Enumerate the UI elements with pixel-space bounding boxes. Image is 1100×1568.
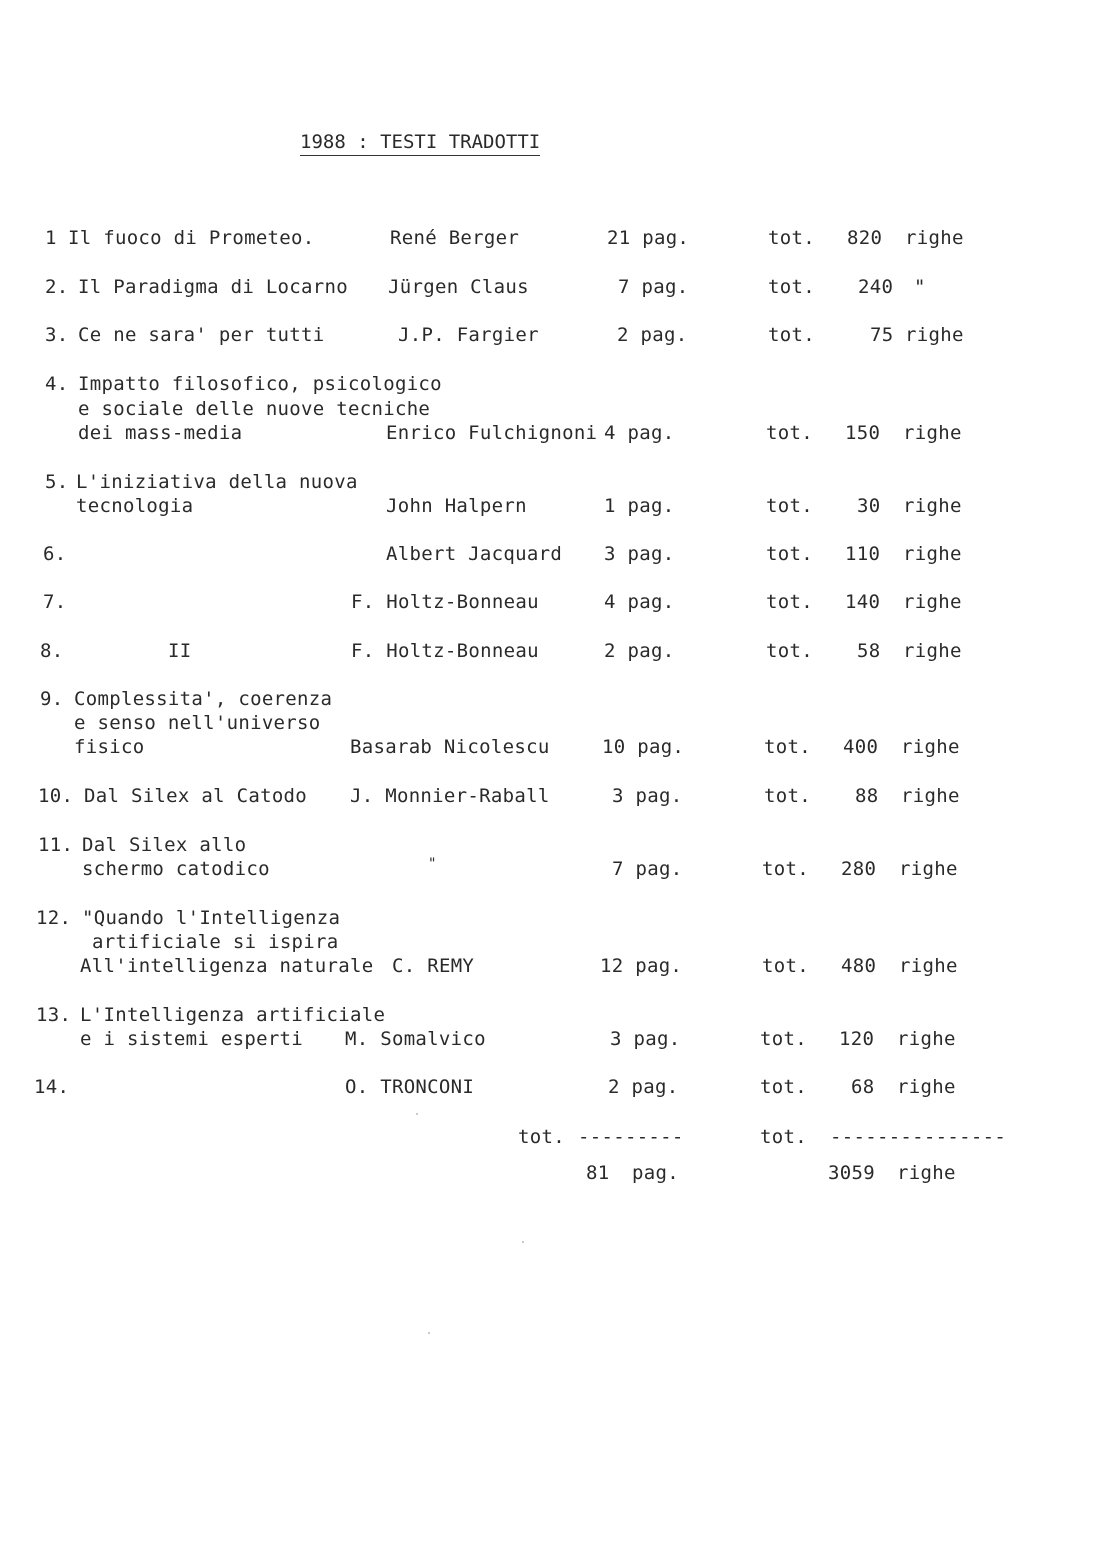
entry-unit: righe	[899, 955, 958, 977]
entry-author: Basarab Nicolescu	[350, 736, 550, 758]
entry-pages: 7 pag.	[612, 858, 683, 880]
entry-tot: tot.	[766, 591, 813, 613]
entry-count: 58	[857, 640, 881, 662]
page-title: 1988 : TESTI TRADOTTI	[300, 130, 540, 156]
entry-tot: tot.	[766, 422, 813, 444]
entry-count: 30	[857, 495, 881, 517]
entry-title: e i sistemi esperti	[80, 1028, 304, 1050]
entry-title: II	[168, 640, 192, 662]
entry-number: 9.	[40, 688, 64, 710]
entry-number: 12.	[36, 907, 72, 929]
entry-author: J. Monnier-Raball	[350, 785, 550, 807]
entry-tot: tot.	[768, 324, 815, 346]
entry-number: 4.	[45, 373, 69, 395]
entry-author: René Berger	[390, 227, 520, 249]
entry-tot: tot.	[762, 858, 809, 880]
entry-author: Enrico Fulchignoni	[386, 422, 598, 444]
entry-tot: tot.	[768, 227, 815, 249]
entry-author: F. Holtz-Bonneau	[351, 591, 539, 613]
entry-count: 75	[870, 324, 894, 346]
entry-count: 240	[858, 276, 894, 298]
entry-pages: 2 pag.	[608, 1076, 679, 1098]
entry-pages: 1 pag.	[604, 495, 675, 517]
total-lines-rule: ---------------	[830, 1126, 1007, 1148]
entry-unit: righe	[905, 227, 964, 249]
entry-unit: righe	[899, 858, 958, 880]
entry-title: All'intelligenza naturale	[80, 955, 374, 977]
entry-unit: righe	[897, 1076, 956, 1098]
entry-tot: tot.	[760, 1076, 807, 1098]
entry-tot: tot.	[766, 543, 813, 565]
total-pages-rule: ---------	[578, 1126, 684, 1148]
entry-title: Dal Silex allo	[82, 834, 247, 856]
entry-pages: 4 pag.	[604, 422, 675, 444]
entry-count: 120	[839, 1028, 875, 1050]
entry-tot: tot.	[762, 955, 809, 977]
entry-number: 13.	[36, 1004, 72, 1026]
entry-pages: 3 pag.	[610, 1028, 681, 1050]
entry-pages: 10 pag.	[602, 736, 685, 758]
entry-number: 5.	[45, 471, 69, 493]
entry-title: Ce ne sara' per tutti	[78, 324, 325, 346]
entry-count: 820	[847, 227, 883, 249]
scan-speck	[416, 1113, 418, 1115]
entry-number: 3.	[45, 324, 69, 346]
entry-author: J.P. Fargier	[398, 324, 539, 346]
entry-unit: righe	[901, 736, 960, 758]
entry-count: 400	[843, 736, 879, 758]
entry-title: schermo catodico	[82, 858, 270, 880]
entry-title: artificiale si ispira	[92, 931, 339, 953]
entry-title: tecnologia	[76, 495, 194, 517]
entry-tot: tot.	[764, 785, 811, 807]
entry-unit: righe	[903, 495, 962, 517]
entry-author: C. REMY	[392, 955, 475, 977]
entry-number: 11.	[38, 834, 74, 856]
entry-title: Impatto filosofico, psicologico	[78, 373, 442, 395]
entry-count: 68	[851, 1076, 875, 1098]
entry-title: Il fuoco di Prometeo.	[68, 227, 315, 249]
entry-tot: tot.	[766, 495, 813, 517]
entry-unit: "	[914, 276, 926, 298]
total-pages-unit: pag.	[632, 1162, 679, 1184]
entry-pages: 3 pag.	[612, 785, 683, 807]
entry-unit: righe	[897, 1028, 956, 1050]
entry-unit: righe	[903, 591, 962, 613]
entry-number: 14.	[34, 1076, 70, 1098]
entry-title: fisico	[74, 736, 145, 758]
entry-unit: righe	[901, 785, 960, 807]
entry-title: Complessita', coerenza	[74, 688, 333, 710]
entry-author: F. Holtz-Bonneau	[351, 640, 539, 662]
entry-unit: righe	[903, 422, 962, 444]
total-pages-value: 81	[586, 1162, 610, 1184]
scan-speck	[428, 1332, 430, 1334]
entry-title: dei mass-media	[78, 422, 243, 444]
entry-tot: tot.	[760, 1028, 807, 1050]
total-pages-label: tot.	[518, 1126, 565, 1148]
entry-number: 10.	[38, 785, 74, 807]
entry-title: "Quando l'Intelligenza	[82, 907, 341, 929]
entry-pages: 7 pag.	[618, 276, 689, 298]
entry-number: 7.	[43, 591, 67, 613]
entry-count: 280	[841, 858, 877, 880]
entry-title: e sociale delle nuove tecniche	[78, 398, 431, 420]
entry-pages: 12 pag.	[600, 955, 683, 977]
entry-unit: righe	[903, 640, 962, 662]
entry-tot: tot.	[768, 276, 815, 298]
total-lines-label: tot.	[760, 1126, 807, 1148]
entry-title: L'Intelligenza artificiale	[80, 1004, 386, 1026]
entry-author: Albert Jacquard	[386, 543, 563, 565]
entry-author: O. TRONCONI	[345, 1076, 475, 1098]
entry-unit: righe	[903, 543, 962, 565]
entry-count: 150	[845, 422, 881, 444]
entry-author: Jürgen Claus	[388, 276, 529, 298]
entry-count: 140	[845, 591, 881, 613]
entry-count: 110	[845, 543, 881, 565]
scan-speck	[522, 1241, 524, 1243]
entry-number: 8.	[40, 640, 64, 662]
entry-title: Il Paradigma di Locarno	[78, 276, 348, 298]
entry-pages: 21 pag.	[607, 227, 690, 249]
entry-number: 6.	[43, 543, 67, 565]
entry-title: L'iniziativa della nuova	[76, 471, 358, 493]
entry-pages: 3 pag.	[604, 543, 675, 565]
entry-tot: tot.	[766, 640, 813, 662]
entry-number: 1	[45, 227, 57, 249]
entry-pages: 2 pag.	[604, 640, 675, 662]
entry-title: Dal Silex al Catodo	[84, 785, 308, 807]
entry-title: e senso nell'universo	[74, 712, 321, 734]
entry-author: M. Somalvico	[345, 1028, 486, 1050]
entry-number: 2.	[45, 276, 69, 298]
entry-count: 88	[855, 785, 879, 807]
entry-pages: 2 pag.	[617, 324, 688, 346]
entry-pages: 4 pag.	[604, 591, 675, 613]
entry-tot: tot.	[764, 736, 811, 758]
entry-author: John Halpern	[386, 495, 527, 517]
entry-unit: righe	[905, 324, 964, 346]
total-lines-unit: righe	[897, 1162, 956, 1184]
entry-count: 480	[841, 955, 877, 977]
entry-author-ditto: "	[428, 856, 437, 872]
total-lines-value: 3059	[828, 1162, 875, 1184]
